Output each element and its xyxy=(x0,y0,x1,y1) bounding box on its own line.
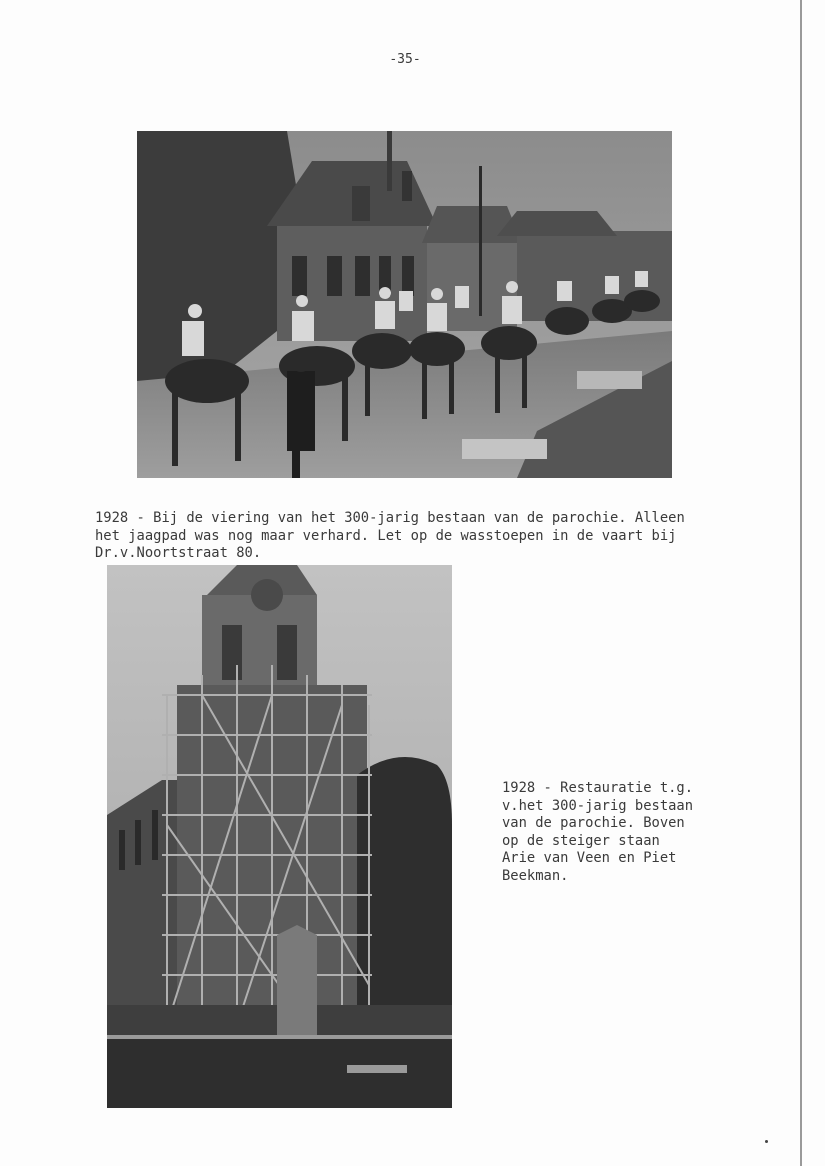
church-photo-image xyxy=(107,565,452,1108)
caption-line: Beekman. xyxy=(502,867,569,884)
caption-line: 1928 - Restauratie t.g. xyxy=(502,780,694,796)
procession-caption xyxy=(95,510,705,563)
caption-line: op de steiger staan xyxy=(502,832,660,849)
caption-line: 1928 - Bij de viering van het 300-jarig bestaan van de parochie. Alleen xyxy=(95,510,685,526)
procession-photo xyxy=(137,131,672,478)
caption-line: Dr.v.Noortstraat 80. xyxy=(95,545,262,561)
page-number: -35- xyxy=(389,52,421,67)
page-edge-line xyxy=(800,0,802,1166)
caption-line: v.het 300-jarig bestaan xyxy=(502,797,694,814)
caption-line: het jaagpad was nog maar verhard. Let op de wasstoepen in de vaart bij xyxy=(95,527,677,544)
procession-photo-image xyxy=(137,131,672,478)
caption-line: van de parochie. Boven xyxy=(502,815,685,831)
caption-line: Arie van Veen en Piet xyxy=(502,850,677,866)
church-photo xyxy=(107,565,452,1108)
page-mark xyxy=(765,1140,768,1143)
church-caption xyxy=(502,780,722,885)
